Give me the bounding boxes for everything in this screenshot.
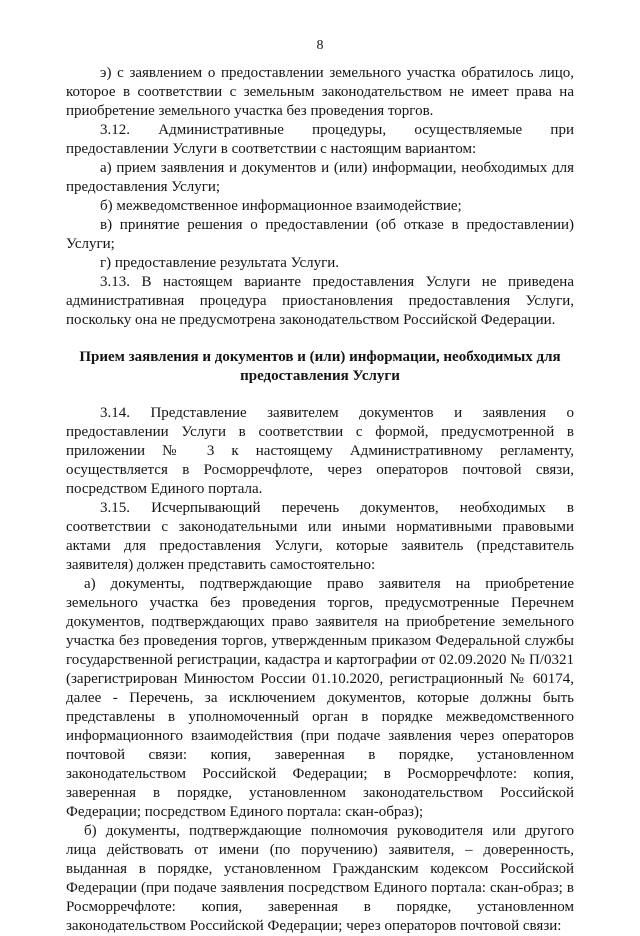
paragraph-e: э) с заявлением о предоставлении земельного участка обратилось лицо, которое в соответствии с земельным законодательством не имеет права на приобретение земельного участка без проведения торгов.: [66, 65, 574, 119]
list-item-b: б) межведомственное информационное взаимодействие;: [100, 198, 462, 214]
list-item-b-documents: б) документы, подтверждающие полномочия руководителя или другого лица действовать от имени (по поручению) заявителя, – доверенность, выданная в порядке, установленном Гражданским кодексом Российской Федерации (при подаче заявления посредством Единого портала: скан-образ; в Росморречфлоте: копия, заверенная в порядке, установленном законодательством Российской Федерации; через операторов почтовой связи:: [66, 823, 574, 934]
paragraph-3-14: 3.14. Представление заявителем документов и заявления о предоставлении Услуги в соответствии с формой, предусмотренной в приложении № 3 к настоящему Административному регламенту, осуществляется в Росморречфлоте, через операторов почтовой связи, посредством Единого портала.: [66, 405, 574, 497]
section-heading: Прием заявления и документов и (или) информации, необходимых для предоставления Услуги: [79, 349, 561, 384]
paragraph-3-15: 3.15. Исчерпывающий перечень документов, необходимых в соответствии с законодательными или иными нормативными правовыми актами для предоставления Услуги, которые заявитель (представитель заявителя) должен представить самостоятельно:: [66, 500, 574, 573]
list-item-a-documents: а) документы, подтверждающие право заявителя на приобретение земельного участка без проведения торгов, предусмотренные Перечнем документов, подтверждающих право заявителя на приобретение земельного участка без проведения торгов, утвержденным приказом Федеральной службы государственной регистрации, кадастра и картографии от 02.09.2020 № П/0321 (зарегистрирован Минюстом России 01.10.2020, регистрационный № 60174, далее - Перечень, за исключением документов, которые должны быть представлены в уполномоченный орган в порядке межведомственного информационного взаимодействия (при подаче заявления через операторов почтовой связи: копия, заверенная в порядке, установленном законодательством Российской Федерации; в Росморречфлоте: копия, заверенная в порядке, установленном законодательством Российской Федерации; посредством Единого портала: скан-образ);: [66, 576, 574, 820]
document-body: [66, 64, 574, 936]
list-item-a: а) прием заявления и документов и (или) информации, необходимых для предоставления Услуги;: [66, 160, 574, 195]
list-item-v: в) принятие решения о предоставлении (об отказе в предоставлении) Услуги;: [66, 217, 574, 252]
list-item-g: г) предоставление результата Услуги.: [100, 255, 340, 271]
paragraph-3-13: 3.13. В настоящем варианте предоставления Услуги не приведена административная процедура приостановления предоставления Услуги, поскольку она не предусмотрена законодательством Российской Федерации.: [66, 274, 574, 328]
page-number: 8: [316, 38, 324, 53]
paragraph-3-12: 3.12. Административные процедуры, осуществляемые при предоставлении Услуги в соответствии с настоящим вариантом:: [66, 122, 574, 157]
